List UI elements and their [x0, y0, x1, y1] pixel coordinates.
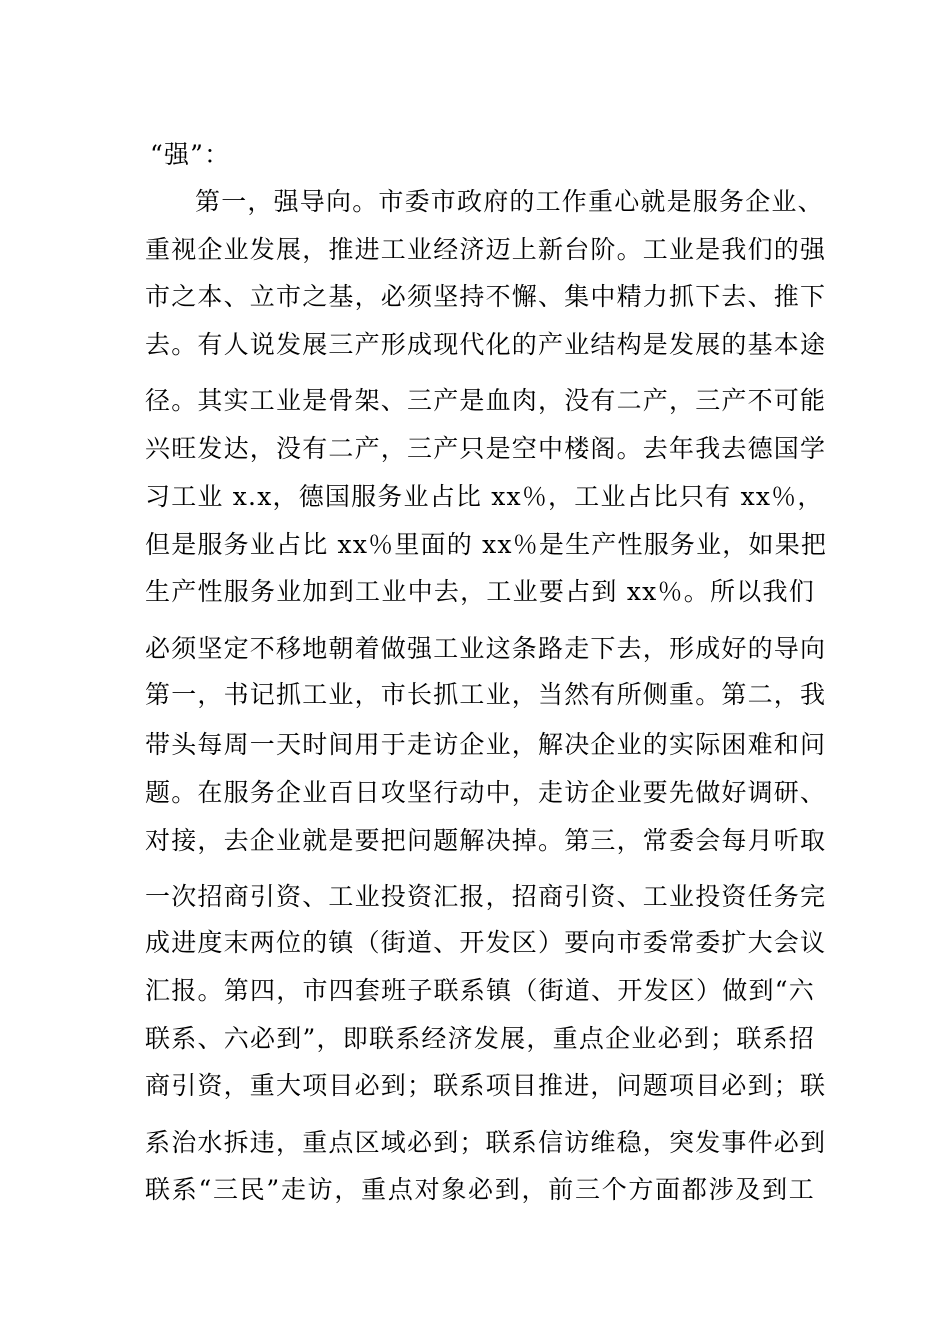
paragraph-line: 必须坚定不移地朝着做强工业这条路走下去，形成好的导向 — [145, 634, 827, 663]
paragraph-line: 但是服务业占比 xx％里面的 xx％是生产性服务业，如果把 — [145, 530, 828, 559]
paragraph-line: 联系“三民”走访，重点对象必到，前三个方面都涉及到工 — [145, 1175, 815, 1204]
paragraph-line: 对接，去企业就是要把问题解决掉。第三，常委会每月听取 — [145, 826, 827, 855]
paragraph-line: 商引资，重大项目必到；联系项目推进，问题项目必到；联 — [145, 1071, 827, 1100]
paragraph-line: 去。有人说发展三产形成现代化的产业结构是发展的基本途 — [145, 330, 827, 359]
paragraph-line: 带头每周一天时间用于走访企业，解决企业的实际困难和问 — [145, 730, 827, 759]
paragraph-line: 兴旺发达，没有二产，三产只是空中楼阁。去年我去德国学 — [145, 434, 827, 463]
paragraph-line: 一次招商引资、工业投资汇报，招商引资、工业投资任务完 — [145, 882, 827, 911]
section-heading: “强”： — [150, 140, 231, 169]
paragraph-line: 重视企业发展，推进工业经济迈上新台阶。工业是我们的强 — [145, 235, 827, 264]
paragraph-line: 市之本、立市之基，必须坚持不懈、集中精力抓下去、推下 — [145, 282, 827, 311]
paragraph-line: 第一，强导向。市委市政府的工作重心就是服务企业、 — [195, 187, 824, 216]
paragraph-line: 成进度末两位的镇（街道、开发区）要向市委常委扩大会议 — [145, 928, 827, 957]
paragraph-line: 习工业 x.x，德国服务业占比 xx％，工业占比只有 xx％， — [145, 482, 824, 511]
paragraph-line: 汇报。第四，市四套班子联系镇（街道、开发区）做到“六 — [145, 976, 815, 1005]
paragraph-line: 题。在服务企业百日攻坚行动中，走访企业要先做好调研、 — [145, 778, 827, 807]
paragraph-line: 第一，书记抓工业，市长抓工业，当然有所侧重。第二，我 — [145, 680, 827, 709]
paragraph-line: 系治水拆违，重点区域必到；联系信访维稳，突发事件必到 — [145, 1128, 827, 1157]
paragraph-line: 联系、六必到”，即联系经济发展，重点企业必到；联系招 — [145, 1024, 815, 1053]
paragraph-line: 径。其实工业是骨架、三产是血肉，没有二产，三产不可能 — [145, 386, 827, 415]
paragraph-line: 生产性服务业加到工业中去，工业要占到 xx％。所以我们 — [145, 577, 815, 606]
